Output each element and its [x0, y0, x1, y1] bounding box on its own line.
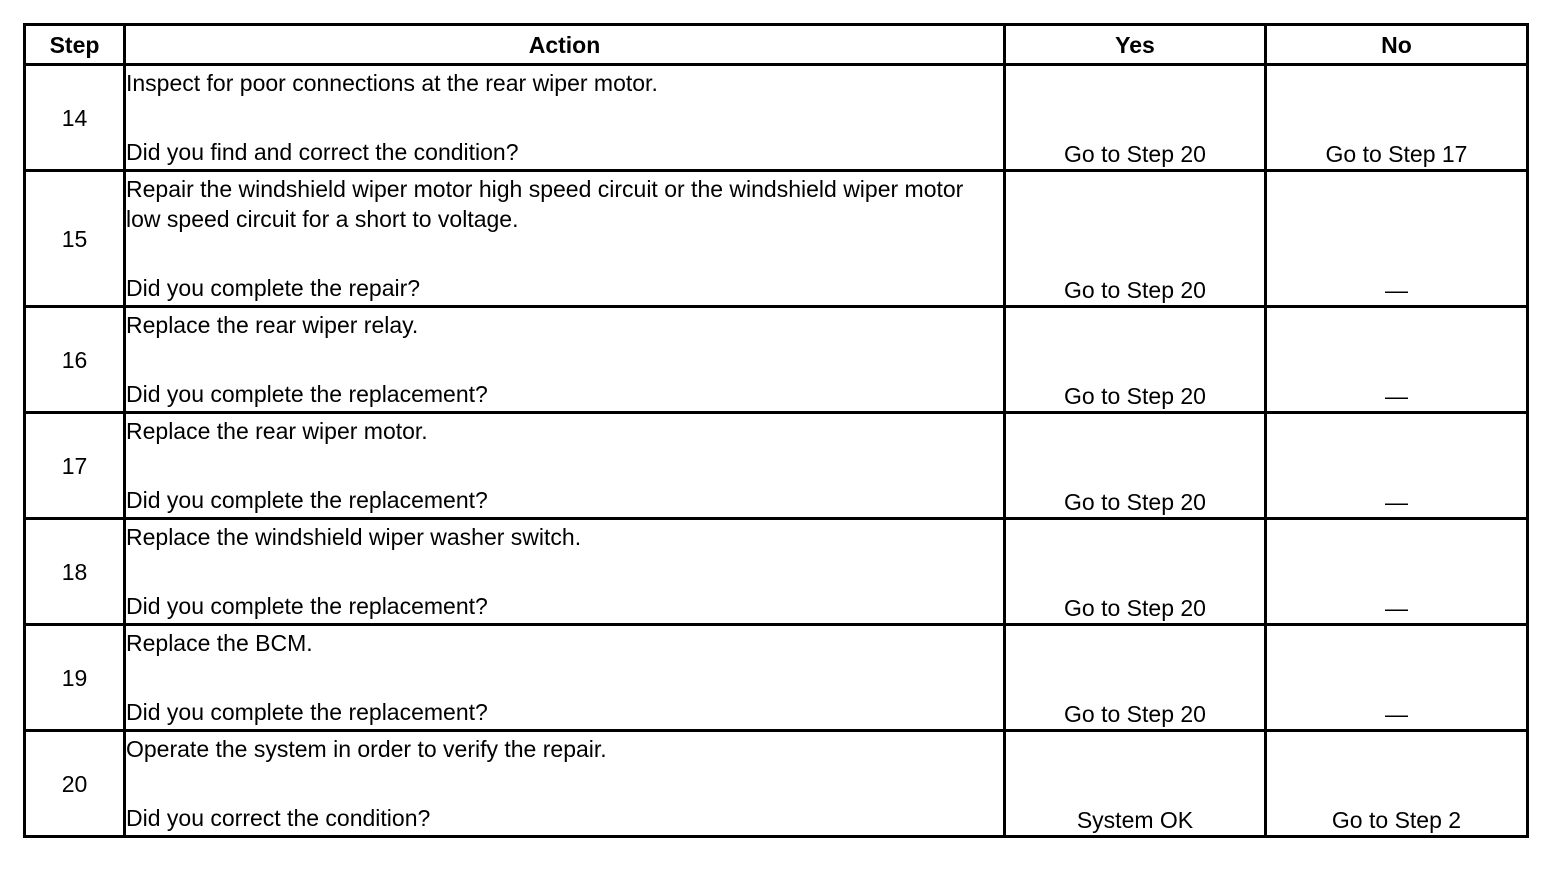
action-instruction: Repair the windshield wiper motor high speed circuit or the windshield wiper motor low speed circuit for a short to voltage. [126, 176, 964, 232]
no-result: — [1266, 307, 1528, 413]
yes-result: Go to Step 20 [1005, 519, 1266, 625]
step-number: 19 [25, 625, 125, 731]
action-question: Did you complete the replacement? [126, 593, 488, 619]
no-result: Go to Step 2 [1266, 731, 1528, 837]
step-number: 14 [25, 65, 125, 171]
yes-result: Go to Step 20 [1005, 65, 1266, 171]
no-result: — [1266, 171, 1528, 307]
action-question: Did you complete the replacement? [126, 381, 488, 407]
yes-result: Go to Step 20 [1005, 307, 1266, 413]
action-question: Did you complete the replacement? [126, 699, 488, 725]
action-instruction: Replace the windshield wiper washer switch. [126, 524, 582, 550]
no-result: — [1266, 625, 1528, 731]
yes-result: Go to Step 20 [1005, 413, 1266, 519]
action-instruction: Inspect for poor connections at the rear wiper motor. [126, 70, 658, 96]
action-cell [125, 171, 1005, 307]
no-result: — [1266, 413, 1528, 519]
step-number: 15 [25, 171, 125, 307]
action-instruction: Replace the rear wiper relay. [126, 312, 419, 338]
table-row [25, 307, 1528, 413]
no-result: — [1266, 519, 1528, 625]
yes-result: System OK [1005, 731, 1266, 837]
step-number: 16 [25, 307, 125, 413]
action-question: Did you complete the repair? [126, 275, 421, 301]
action-cell [125, 307, 1005, 413]
action-question: Did you complete the replacement? [126, 487, 488, 513]
step-number: 17 [25, 413, 125, 519]
action-cell [125, 413, 1005, 519]
step-number: 18 [25, 519, 125, 625]
action-cell [125, 731, 1005, 837]
header-step: Step [25, 25, 125, 65]
table-row [25, 65, 1528, 171]
table-row [25, 625, 1528, 731]
action-cell [125, 519, 1005, 625]
header-no: No [1266, 25, 1528, 65]
yes-result: Go to Step 20 [1005, 171, 1266, 307]
yes-result: Go to Step 20 [1005, 625, 1266, 731]
table-row [25, 519, 1528, 625]
header-yes: Yes [1005, 25, 1266, 65]
header-row [25, 25, 1528, 65]
no-result: Go to Step 17 [1266, 65, 1528, 171]
action-instruction: Replace the rear wiper motor. [126, 418, 428, 444]
table-row [25, 413, 1528, 519]
action-instruction: Replace the BCM. [126, 630, 313, 656]
table-row [25, 731, 1528, 837]
action-question: Did you correct the condition? [126, 805, 431, 831]
step-number: 20 [25, 731, 125, 837]
action-cell [125, 625, 1005, 731]
diagnostic-table [23, 23, 1529, 838]
action-question: Did you find and correct the condition? [126, 139, 519, 165]
table-row [25, 171, 1528, 307]
action-cell [125, 65, 1005, 171]
header-action: Action [125, 25, 1005, 65]
action-instruction: Operate the system in order to verify the repair. [126, 736, 607, 762]
